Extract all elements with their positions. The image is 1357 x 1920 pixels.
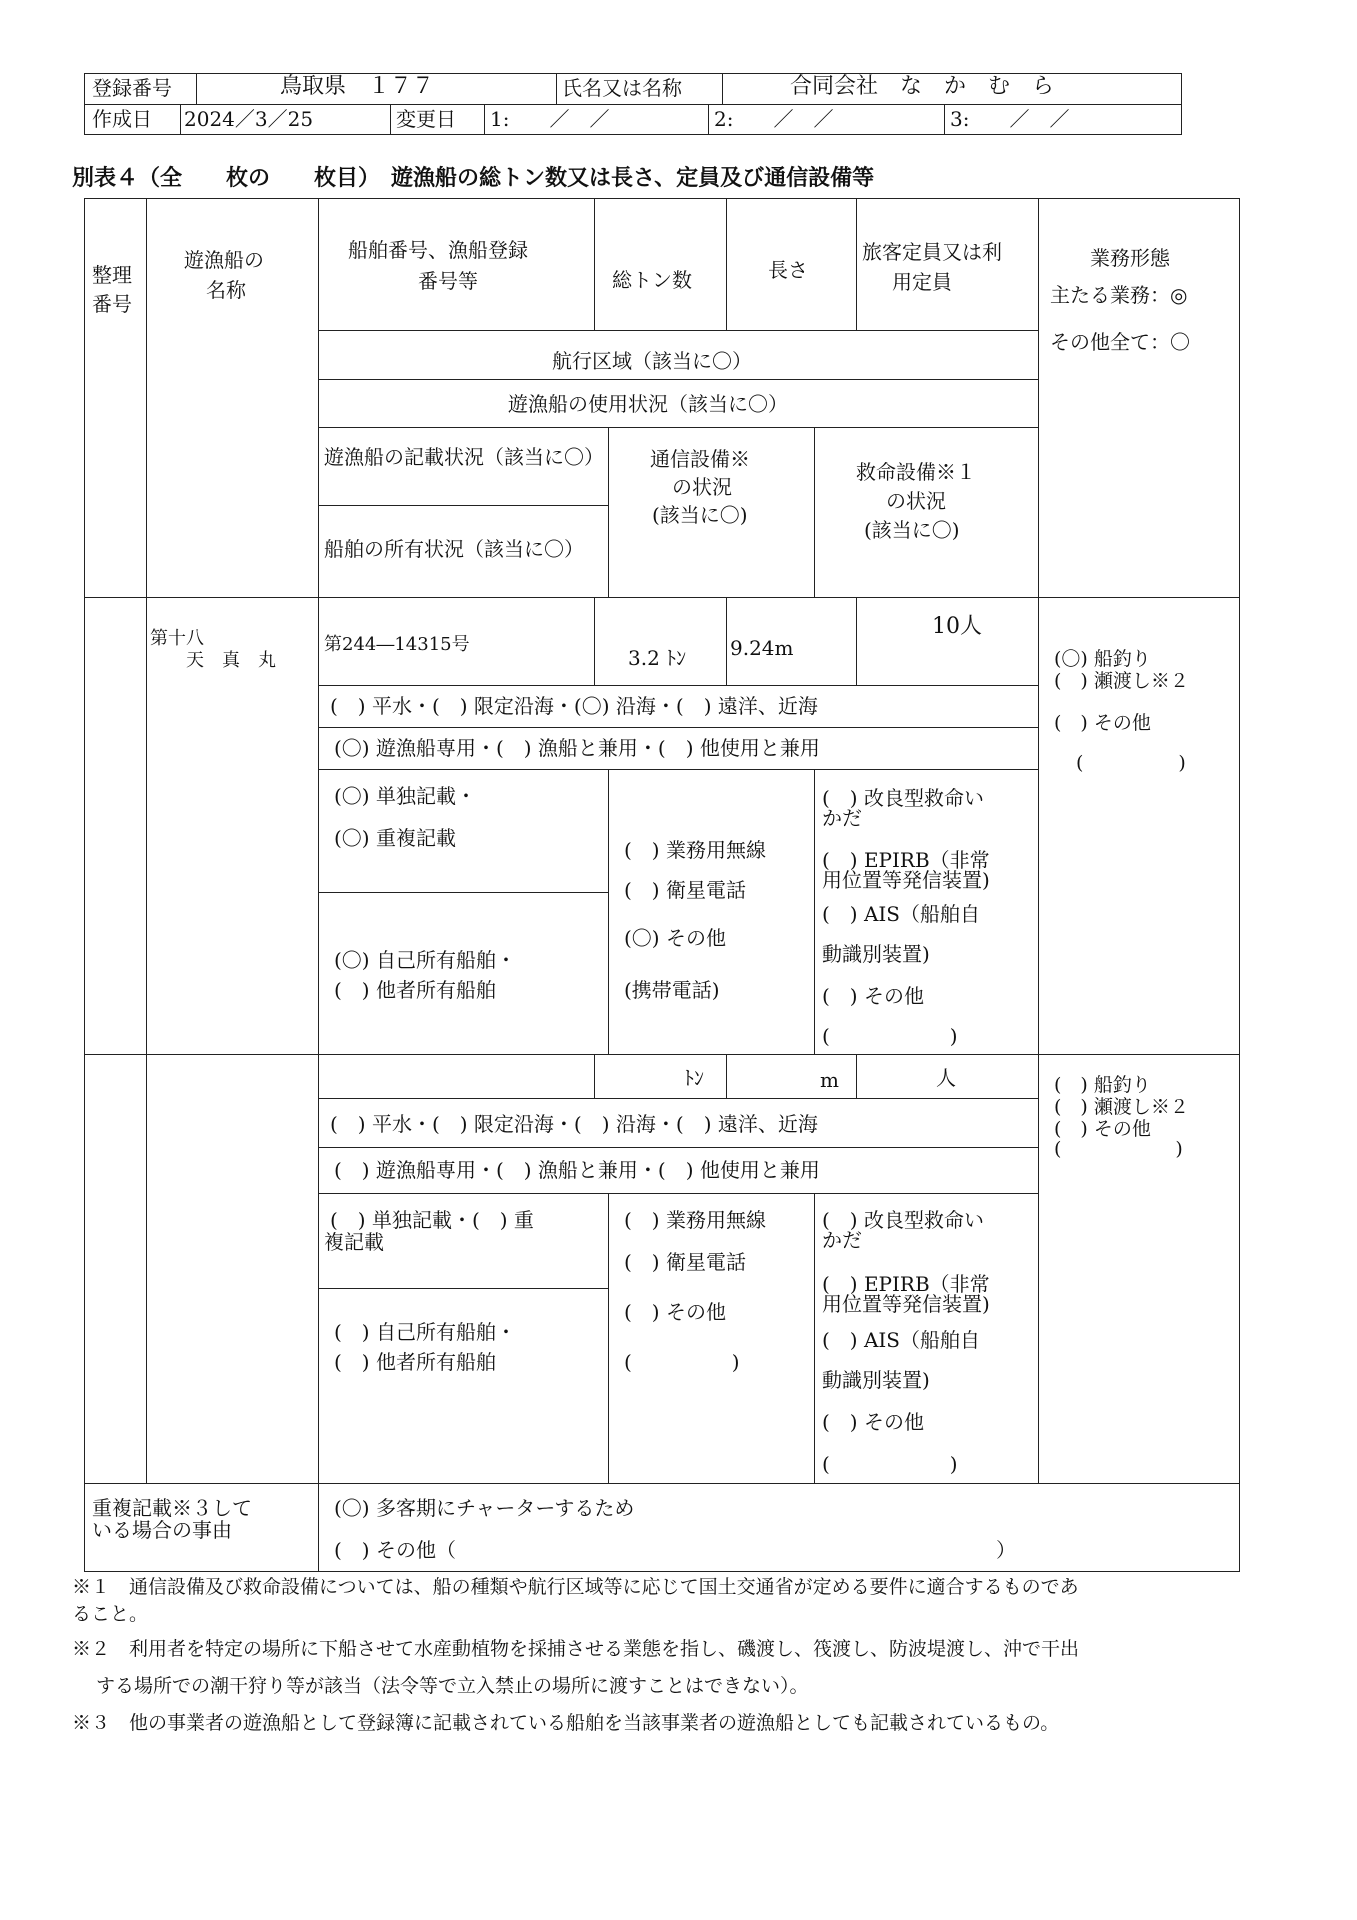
row1-business-4: ( ) bbox=[1076, 752, 1186, 774]
col-navigation: 航行区域（該当に〇） bbox=[552, 349, 752, 373]
created-label: 作成日 bbox=[92, 107, 152, 131]
note-2-line-2: する場所での潮干狩り等が該当（法令等で立入禁止の場所に渡すことはできない）。 bbox=[96, 1675, 809, 1697]
row1-rescue-4: ( ) その他 bbox=[822, 984, 924, 1008]
row1-capacity: 10人 bbox=[932, 614, 982, 639]
row1-rescue-3: ( ) AIS（船舶自 bbox=[822, 902, 981, 926]
col-name-l2: 名称 bbox=[206, 278, 246, 302]
page-title: 別表４（全 枚の 枚目） 遊漁船の総トン数又は長さ、定員及び通信設備等 bbox=[72, 166, 875, 191]
row2-business-1: ( ) 船釣り bbox=[1054, 1074, 1151, 1096]
row2-own-1: ( ) 自己所有船舶・ bbox=[334, 1320, 516, 1344]
col-comm-l2: の状況 bbox=[672, 475, 732, 499]
row1-navigation: ( ) 平水・( ) 限定沿海・(〇) 沿海・( ) 遠洋、近海 bbox=[330, 694, 818, 718]
row1-name-l1: 第十八 bbox=[150, 628, 204, 649]
row1-ship-no: 第244―14315号 bbox=[324, 634, 470, 655]
row2-navigation: ( ) 平水・( ) 限定沿海・( ) 沿海・( ) 遠洋、近海 bbox=[330, 1112, 818, 1136]
name-label: 氏名又は名称 bbox=[562, 76, 682, 100]
duplicate-label-l2: いる場合の事由 bbox=[92, 1518, 232, 1542]
note-1-line-1: ※１ 通信設備及び救命設備については、船の種類や航行区域等に応じて国土交通省が定める要件に適合するものであ bbox=[72, 1576, 1079, 1598]
row2-comm-4: ( ) bbox=[624, 1350, 740, 1374]
row2-own-2: ( ) 他者所有船舶 bbox=[334, 1350, 496, 1374]
row2-usage: ( ) 遊漁船専用・( ) 漁船と兼用・( ) 他使用と兼用 bbox=[334, 1158, 820, 1182]
row2-rescue-2b: 用位置等発信装置) bbox=[822, 1292, 990, 1316]
col-capacity-l1: 旅客定員又は利 bbox=[862, 240, 1002, 264]
col-usage: 遊漁船の使用状況（該当に〇） bbox=[508, 392, 788, 416]
note-2-line-1: ※２ 利用者を特定の場所に下船させて水産動植物を採捕させる業態を指し、磯渡し、筏渡し、防波堤渡し、沖で干出 bbox=[72, 1638, 1080, 1660]
row1-business-2: ( ) 瀬渡し※２ bbox=[1054, 670, 1189, 692]
col-ship-no-l2: 番号等 bbox=[418, 269, 478, 293]
row1-gross-ton: 3.2 ﾄﾝ bbox=[628, 646, 687, 670]
col-business-l1: 業務形態 bbox=[1090, 246, 1170, 270]
row1-usage: (〇) 遊漁船専用・( ) 漁船と兼用・( ) 他使用と兼用 bbox=[334, 736, 820, 760]
row2-comm-3: ( ) その他 bbox=[624, 1300, 726, 1324]
row2-gross-ton: ﾄﾝ bbox=[684, 1066, 704, 1090]
row2-record-2: 複記載 bbox=[324, 1230, 384, 1254]
col-capacity-l2: 用定員 bbox=[892, 270, 952, 294]
col-record-status: 遊漁船の記載状況（該当に〇） bbox=[324, 445, 604, 469]
col-rescue-l3: (該当に〇) bbox=[864, 518, 960, 542]
duplicate-label-l1: 重複記載※３して bbox=[92, 1496, 252, 1520]
col-business-l3: その他全て：〇 bbox=[1050, 330, 1190, 354]
row1-rescue-5: ( ) bbox=[822, 1024, 958, 1048]
row1-own-2: ( ) 他者所有船舶 bbox=[334, 978, 496, 1002]
row1-own-1: (〇) 自己所有船舶・ bbox=[334, 948, 516, 972]
note-1-line-2: ること。 bbox=[72, 1603, 149, 1625]
row2-business-4: ( ) bbox=[1054, 1138, 1183, 1160]
row1-record-2: (〇) 重複記載 bbox=[334, 826, 456, 850]
col-rescue-l1: 救命設備※１ bbox=[856, 460, 976, 484]
row2-rescue-3: ( ) AIS（船舶自 bbox=[822, 1328, 981, 1352]
row1-rescue-2b: 用位置等発信装置) bbox=[822, 868, 990, 892]
duplicate-option-1: (〇) 多客期にチャーターするため bbox=[334, 1496, 635, 1520]
col-business-l2: 主たる業務：◎ bbox=[1050, 283, 1188, 307]
row1-rescue-1b: かだ bbox=[822, 806, 862, 830]
row2-rescue-5: ( ) bbox=[822, 1452, 958, 1476]
row1-comm-4: (携帯電話) bbox=[624, 978, 720, 1002]
reg-no-label: 登録番号 bbox=[92, 76, 172, 100]
row1-length: 9.24m bbox=[730, 636, 794, 660]
row2-capacity: 人 bbox=[936, 1066, 956, 1090]
row2-record-1: ( ) 単独記載・( ) 重 bbox=[330, 1208, 534, 1232]
row1-record-1: (〇) 単独記載・ bbox=[334, 784, 476, 808]
col-rescue-l2: の状況 bbox=[886, 489, 946, 513]
row2-rescue-2: ( ) EPIRB（非常 bbox=[822, 1272, 990, 1296]
col-seiri-l1: 整理 bbox=[92, 263, 132, 287]
change-date-3: 3: ／ ／ bbox=[950, 107, 1070, 131]
col-ship-no-l1: 船舶番号、漁船登録 bbox=[348, 238, 528, 262]
row2-comm-2: ( ) 衛星電話 bbox=[624, 1250, 746, 1274]
row1-business-1: (〇) 船釣り bbox=[1054, 648, 1151, 670]
col-length: 長さ bbox=[768, 258, 808, 282]
col-seiri-l2: 番号 bbox=[92, 292, 132, 316]
row1-rescue-1: ( ) 改良型救命い bbox=[822, 786, 984, 810]
col-comm-l3: (該当に〇) bbox=[652, 503, 748, 527]
change-date-2: 2: ／ ／ bbox=[714, 107, 834, 131]
name-value: 合同会社 な か む ら bbox=[790, 74, 1055, 99]
col-ownership: 船舶の所有状況（該当に〇） bbox=[324, 537, 584, 561]
row1-business-3: ( ) その他 bbox=[1054, 712, 1151, 734]
row2-business-2: ( ) 瀬渡し※２ bbox=[1054, 1096, 1189, 1118]
note-3: ※３ 他の事業者の遊漁船として登録簿に記載されている船舶を当該事業者の遊漁船としても記載されているもの。 bbox=[72, 1712, 1060, 1734]
row2-rescue-3b: 動識別装置) bbox=[822, 1368, 930, 1392]
row2-rescue-1: ( ) 改良型救命い bbox=[822, 1208, 984, 1232]
row1-comm-1: ( ) 業務用無線 bbox=[624, 838, 766, 862]
col-comm-l1: 通信設備※ bbox=[650, 447, 750, 471]
row1-comm-3: (〇) その他 bbox=[624, 926, 726, 950]
col-gross-ton: 総トン数 bbox=[612, 268, 692, 292]
row1-rescue-3b: 動識別装置) bbox=[822, 942, 930, 966]
changed-label: 変更日 bbox=[396, 107, 456, 131]
reg-no-value: 鳥取県 １７７ bbox=[280, 74, 435, 99]
col-name-l1: 遊漁船の bbox=[184, 248, 264, 272]
duplicate-option-2: ( ) その他（ ） bbox=[334, 1538, 1016, 1562]
change-date-1: 1: ／ ／ bbox=[490, 107, 610, 131]
row2-comm-1: ( ) 業務用無線 bbox=[624, 1208, 766, 1232]
row2-length: m bbox=[820, 1068, 839, 1092]
created-date: 2024／3／25 bbox=[184, 107, 314, 131]
row2-business-3: ( ) その他 bbox=[1054, 1118, 1151, 1140]
row1-rescue-2: ( ) EPIRB（非常 bbox=[822, 848, 990, 872]
row2-rescue-1b: かだ bbox=[822, 1228, 862, 1252]
row1-name-l2: 天 真 丸 bbox=[186, 650, 276, 671]
row2-rescue-4: ( ) その他 bbox=[822, 1410, 924, 1434]
row1-comm-2: ( ) 衛星電話 bbox=[624, 878, 746, 902]
